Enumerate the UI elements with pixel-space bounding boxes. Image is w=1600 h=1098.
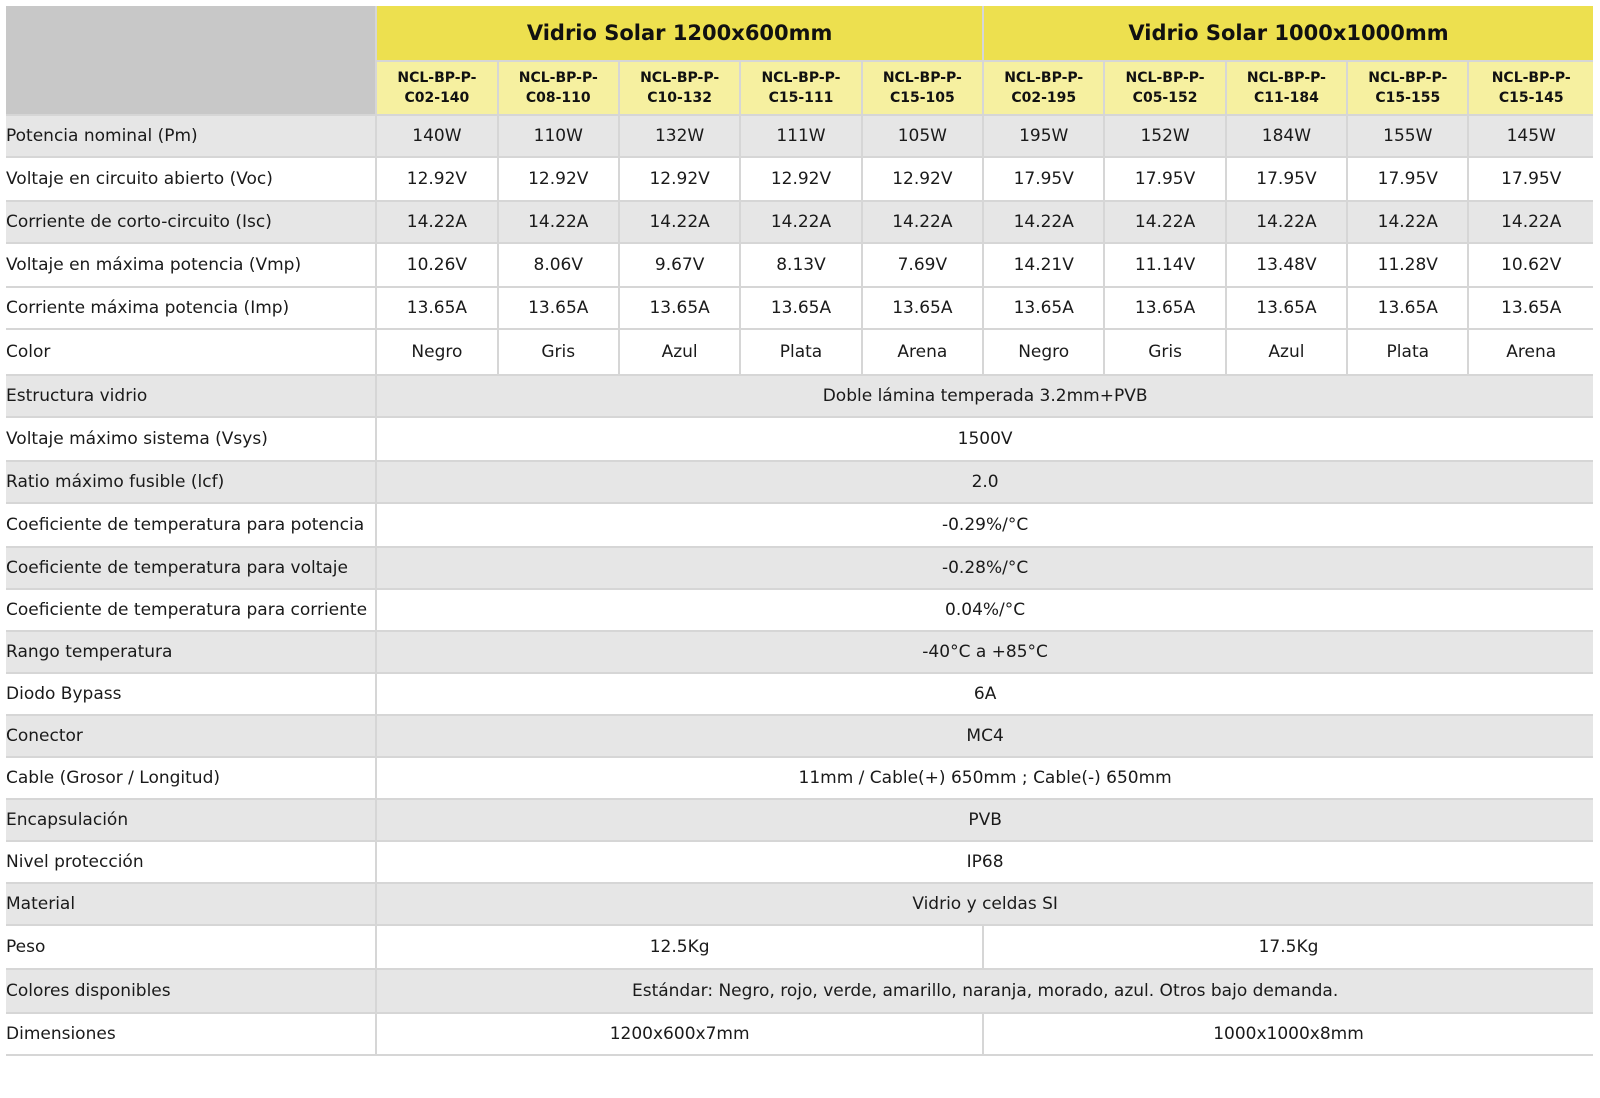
cell-value: Gris — [498, 329, 619, 375]
row-conector — [6, 715, 1593, 757]
row-cable — [6, 757, 1593, 799]
cell-value: MC4 — [376, 715, 1593, 757]
cell-value: 14.22A — [1226, 201, 1347, 243]
cell-value: 13.65A — [1226, 287, 1347, 329]
cell-value: 13.65A — [862, 287, 983, 329]
row-potencia-nominal — [6, 115, 1593, 157]
row-label: Dimensiones — [6, 1013, 376, 1055]
model-header — [619, 61, 740, 115]
row-coef-potencia — [6, 503, 1593, 547]
row-color — [6, 329, 1593, 375]
cell-value: 10.26V — [376, 243, 497, 287]
cell-value: 110W — [498, 115, 619, 157]
model-header — [1226, 61, 1347, 115]
row-label: Rango temperatura — [6, 631, 376, 673]
model-header — [1468, 61, 1593, 115]
row-label: Coeficiente de temperatura para voltaje — [6, 547, 376, 589]
cell-value: 184W — [1226, 115, 1347, 157]
cell-value: 8.06V — [498, 243, 619, 287]
row-coef-corriente — [6, 589, 1593, 631]
row-label: Voltaje en circuito abierto (Voc) — [6, 157, 376, 201]
model-header — [1347, 61, 1468, 115]
cell-value: Negro — [376, 329, 497, 375]
cell-value: Arena — [1468, 329, 1593, 375]
cell-value: 0.04%/°C — [376, 589, 1593, 631]
cell-value: 12.92V — [740, 157, 861, 201]
cell-value: 13.65A — [1347, 287, 1468, 329]
row-label: Coeficiente de temperatura para potencia — [6, 503, 376, 547]
group-title-1200x600: Vidrio Solar 1200x600mm — [376, 6, 983, 61]
cell-value: 195W — [983, 115, 1104, 157]
cell-value: 13.65A — [376, 287, 497, 329]
cell-value: 13.65A — [619, 287, 740, 329]
cell-value: 13.65A — [1468, 287, 1593, 329]
cell-value: Azul — [1226, 329, 1347, 375]
model-code: C15-155 — [1375, 90, 1441, 106]
cell-value: 1500V — [376, 417, 1593, 461]
row-label: Voltaje máximo sistema (Vsys) — [6, 417, 376, 461]
model-code: C08-110 — [525, 90, 591, 106]
cell-value: 13.65A — [983, 287, 1104, 329]
cell-value: 17.5Kg — [983, 925, 1593, 969]
cell-value: 1000x1000x8mm — [983, 1013, 1593, 1055]
cell-value: Plata — [1347, 329, 1468, 375]
header-corner — [6, 6, 376, 115]
model-code: C15-111 — [768, 90, 834, 106]
cell-value: 111W — [740, 115, 861, 157]
row-diodo-bypass — [6, 673, 1593, 715]
row-dimensiones — [6, 1013, 1593, 1055]
row-label: Estructura vidrio — [6, 375, 376, 417]
row-encapsulacion — [6, 799, 1593, 841]
cell-value: 14.22A — [1347, 201, 1468, 243]
model-code: C15-145 — [1498, 90, 1564, 106]
row-label: Corriente de corto-circuito (Isc) — [6, 201, 376, 243]
cell-value: IP68 — [376, 841, 1593, 883]
cell-value: 12.92V — [376, 157, 497, 201]
row-coef-voltaje — [6, 547, 1593, 589]
row-peso — [6, 925, 1593, 969]
model-prefix: NCL-BP-P- — [882, 70, 962, 86]
cell-value: 140W — [376, 115, 497, 157]
cell-value: 12.5Kg — [376, 925, 983, 969]
model-header — [498, 61, 619, 115]
model-header — [983, 61, 1104, 115]
row-label: Conector — [6, 715, 376, 757]
cell-value: Estándar: Negro, rojo, verde, amarillo, naranja, morado, azul. Otros bajo demanda. — [376, 969, 1593, 1013]
model-prefix: NCL-BP-P- — [1491, 70, 1571, 86]
row-label: Nivel protección — [6, 841, 376, 883]
cell-value: 11mm / Cable(+) 650mm ; Cable(-) 650mm — [376, 757, 1593, 799]
cell-value: Azul — [619, 329, 740, 375]
cell-value: 17.95V — [1347, 157, 1468, 201]
model-prefix: NCL-BP-P- — [397, 70, 477, 86]
cell-value: 14.22A — [498, 201, 619, 243]
row-fusible — [6, 461, 1593, 503]
cell-value: 10.62V — [1468, 243, 1593, 287]
cell-value: 105W — [862, 115, 983, 157]
model-prefix: NCL-BP-P- — [761, 70, 841, 86]
model-code: C15-105 — [889, 90, 955, 106]
cell-value: PVB — [376, 799, 1593, 841]
cell-value: 12.92V — [619, 157, 740, 201]
cell-value: 152W — [1104, 115, 1225, 157]
cell-value: Vidrio y celdas SI — [376, 883, 1593, 925]
cell-value: 13.65A — [498, 287, 619, 329]
cell-value: 17.95V — [1104, 157, 1225, 201]
cell-value: -40°C a +85°C — [376, 631, 1593, 673]
cell-value: 14.22A — [740, 201, 861, 243]
row-label: Corriente máxima potencia (Imp) — [6, 287, 376, 329]
model-code: C05-152 — [1132, 90, 1198, 106]
model-header — [376, 61, 497, 115]
model-prefix: NCL-BP-P- — [1004, 70, 1084, 86]
row-label: Potencia nominal (Pm) — [6, 115, 376, 157]
row-rango-temperatura — [6, 631, 1593, 673]
row-label: Coeficiente de temperatura para corriente — [6, 589, 376, 631]
model-prefix: NCL-BP-P- — [1246, 70, 1326, 86]
row-label: Voltaje en máxima potencia (Vmp) — [6, 243, 376, 287]
row-material — [6, 883, 1593, 925]
cell-value: 12.92V — [498, 157, 619, 201]
cell-value: -0.29%/°C — [376, 503, 1593, 547]
cell-value: 14.22A — [619, 201, 740, 243]
cell-value: -0.28%/°C — [376, 547, 1593, 589]
cell-value: 14.22A — [862, 201, 983, 243]
cell-value: 132W — [619, 115, 740, 157]
row-vsys — [6, 417, 1593, 461]
cell-value: 8.13V — [740, 243, 861, 287]
cell-value: 7.69V — [862, 243, 983, 287]
cell-value: Gris — [1104, 329, 1225, 375]
cell-value: 14.22A — [376, 201, 497, 243]
row-label: Peso — [6, 925, 376, 969]
row-nivel-proteccion — [6, 841, 1593, 883]
row-label: Diodo Bypass — [6, 673, 376, 715]
cell-value: 11.14V — [1104, 243, 1225, 287]
header-group-row — [6, 6, 1593, 61]
row-label: Encapsulación — [6, 799, 376, 841]
row-label: Material — [6, 883, 376, 925]
cell-value: 17.95V — [983, 157, 1104, 201]
cell-value: 13.65A — [740, 287, 861, 329]
cell-value: 6A — [376, 673, 1593, 715]
cell-value: 14.22A — [1104, 201, 1225, 243]
cell-value: Arena — [862, 329, 983, 375]
model-header — [862, 61, 983, 115]
cell-value: 14.22A — [1468, 201, 1593, 243]
cell-value: Negro — [983, 329, 1104, 375]
model-header — [1104, 61, 1225, 115]
row-label: Cable (Grosor / Longitud) — [6, 757, 376, 799]
group-title-1000x1000: Vidrio Solar 1000x1000mm — [983, 6, 1593, 61]
model-prefix: NCL-BP-P- — [1368, 70, 1448, 86]
cell-value: 13.48V — [1226, 243, 1347, 287]
model-code: C02-140 — [404, 90, 470, 106]
model-header — [740, 61, 861, 115]
row-voc — [6, 157, 1593, 201]
cell-value: 155W — [1347, 115, 1468, 157]
row-isc — [6, 201, 1593, 243]
model-code: C10-132 — [647, 90, 713, 106]
spec-table — [6, 6, 1593, 1056]
cell-value: 13.65A — [1104, 287, 1225, 329]
row-label: Colores disponibles — [6, 969, 376, 1013]
cell-value: 12.92V — [862, 157, 983, 201]
row-colores-disponibles — [6, 969, 1593, 1013]
row-label: Color — [6, 329, 376, 375]
model-code: C11-184 — [1254, 90, 1319, 106]
row-imp — [6, 287, 1593, 329]
cell-value: Plata — [740, 329, 861, 375]
model-prefix: NCL-BP-P- — [640, 70, 720, 86]
row-estructura-vidrio — [6, 375, 1593, 417]
row-vmp — [6, 243, 1593, 287]
cell-value: 14.21V — [983, 243, 1104, 287]
cell-value: 17.95V — [1468, 157, 1593, 201]
model-prefix: NCL-BP-P- — [518, 70, 598, 86]
model-prefix: NCL-BP-P- — [1125, 70, 1205, 86]
cell-value: 2.0 — [376, 461, 1593, 503]
cell-value: 17.95V — [1226, 157, 1347, 201]
row-label: Ratio máximo fusible (lcf) — [6, 461, 376, 503]
cell-value: Doble lámina temperada 3.2mm+PVB — [376, 375, 1593, 417]
cell-value: 9.67V — [619, 243, 740, 287]
cell-value: 11.28V — [1347, 243, 1468, 287]
cell-value: 145W — [1468, 115, 1593, 157]
model-code: C02-195 — [1011, 90, 1077, 106]
cell-value: 1200x600x7mm — [376, 1013, 983, 1055]
cell-value: 14.22A — [983, 201, 1104, 243]
